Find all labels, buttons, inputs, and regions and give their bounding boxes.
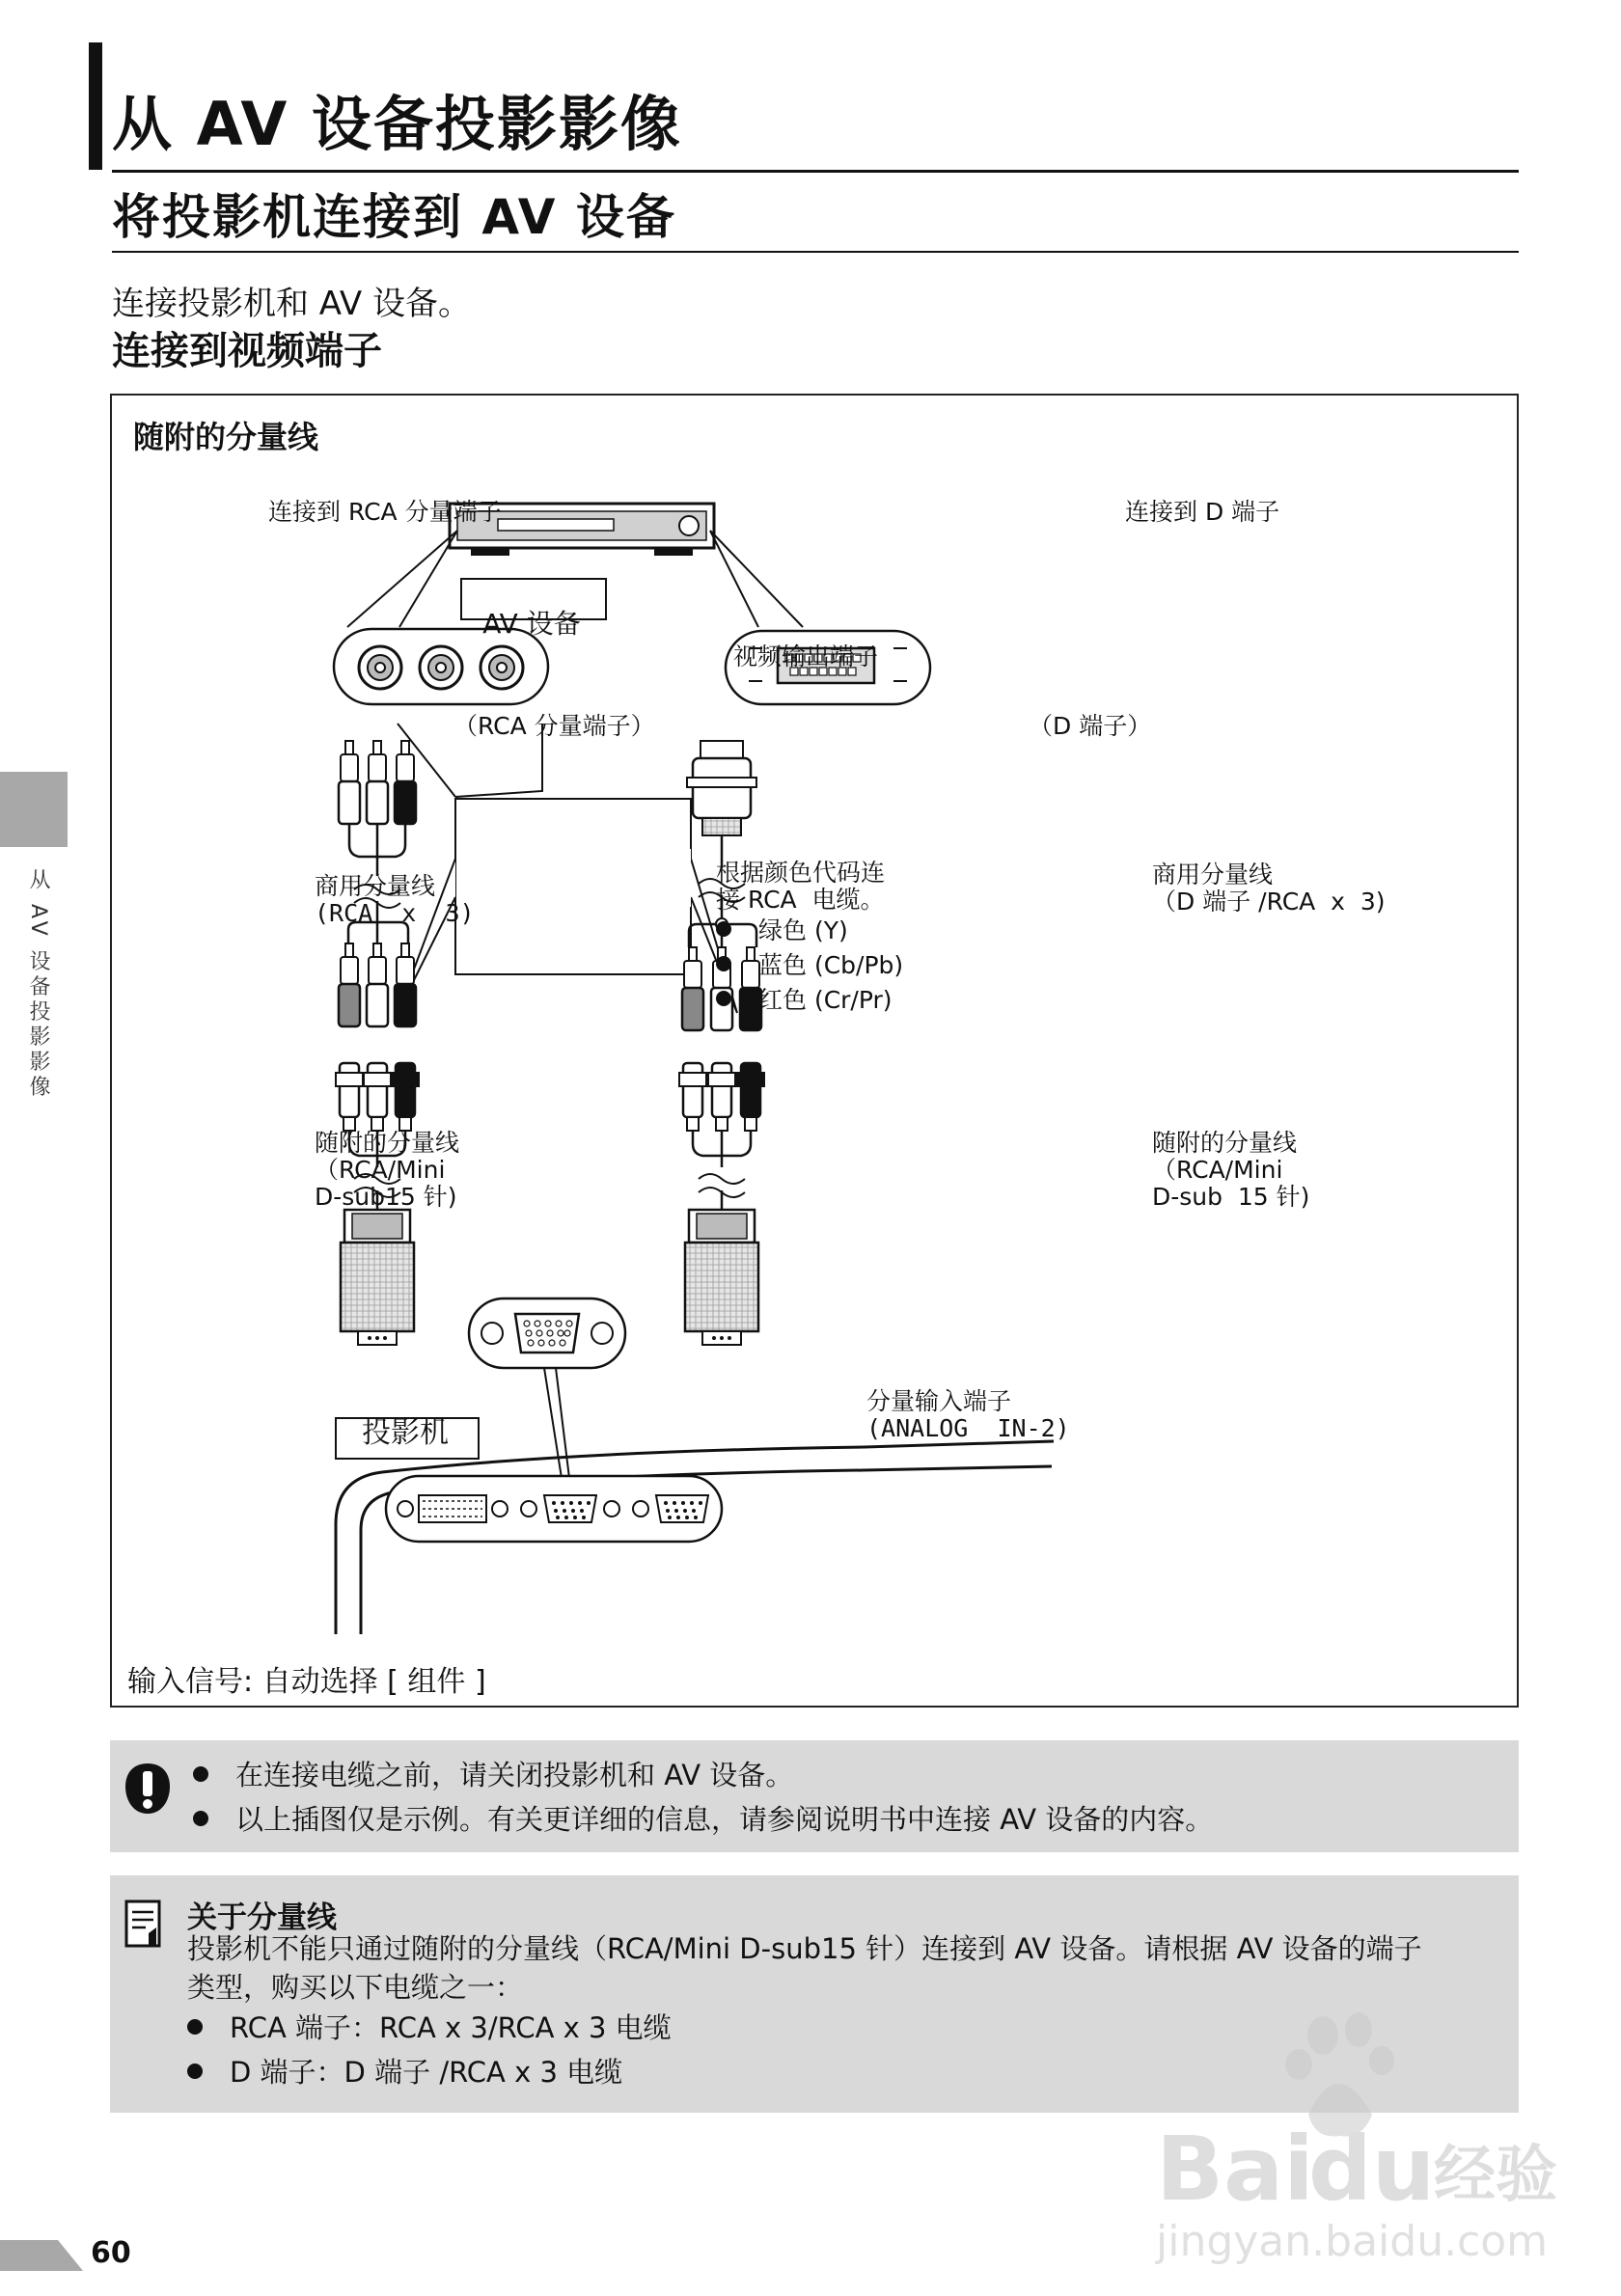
right-commercial-cable-spec: （D 端子 /RCA x 3) [1152, 888, 1386, 916]
color-note-item-red: 红色 (Cr/Pr) [716, 986, 893, 1015]
note-item: RCA 端子：RCA x 3/RCA x 3 电缆 [187, 2014, 672, 2042]
side-tab-marker [0, 772, 68, 847]
watermark-suffix: 经验 [1434, 2140, 1557, 2211]
left-supplied-cable-spec1: （RCA/Mini [315, 1156, 446, 1184]
connect-rca-label: 连接到 RCA 分量端子 [268, 498, 502, 526]
d-terminal-label: （D 端子） [1029, 712, 1152, 740]
rca-terminal-icon [334, 629, 548, 704]
analog-input-port-callout [469, 1298, 625, 1478]
watermark-brand: Bai [1156, 2118, 1314, 2221]
projector-label: 投影机 [362, 1416, 449, 1450]
input-port-label: 分量输入端子 [866, 1387, 1012, 1415]
side-tab-label: 从 AV 设备投影影像 [26, 868, 50, 1101]
note-heading: 关于分量线 [187, 1900, 337, 1935]
page-number-tab [0, 2236, 87, 2271]
color-note-line1: 根据颜色代码连 [716, 859, 886, 887]
right-supplied-cable-label: 随附的分量线 [1152, 1129, 1298, 1157]
input-port-spec: (ANALOG IN-2) [866, 1414, 1070, 1442]
rca-terminal-label: （RCA 分量端子） [453, 712, 655, 740]
note-line: 类型，购买以下电缆之一： [187, 1971, 524, 2004]
video-out-label: 视频输出端子 [733, 642, 879, 670]
left-supplied-cable-label: 随附的分量线 [315, 1129, 460, 1157]
caution-item: 以上插图仅是示例。有关更详细的信息，请参阅说明书中连接 AV 设备的内容。 [193, 1806, 1213, 1834]
av-device-label: AV 设备 [482, 608, 581, 640]
projector-rear-panel [336, 1441, 1054, 1634]
color-note-item-green: 绿色 (Y) [716, 916, 848, 945]
connect-d-label: 连接到 D 端子 [1125, 498, 1280, 526]
left-commercial-cable-label: 商用分量线 [315, 872, 436, 900]
page-number: 60 [91, 2236, 131, 2270]
right-commercial-cable-label: 商用分量线 [1152, 861, 1274, 888]
color-note-item-blue: 蓝色 (Cb/Pb) [716, 951, 903, 980]
intro-text: 连接投影机和 AV 设备。 [112, 285, 471, 323]
note-line: 投影机不能只通过随附的分量线（RCA/Mini D-sub15 针）连接到 AV 设备。请根据 AV 设备的端子 [187, 1932, 1422, 1965]
section-title: 将投影机连接到 AV 设备 [112, 189, 676, 245]
page-title: 从 AV 设备投影影像 [112, 89, 682, 159]
connection-diagram [110, 394, 1519, 1708]
color-note-line2: 接 RCA 电缆。 [716, 886, 885, 914]
left-commercial-cable-spec: (RCA x 3) [315, 899, 475, 927]
diagram-heading: 随附的分量线 [133, 419, 319, 455]
section-rule [112, 251, 1519, 253]
right-supplied-cable [679, 1063, 764, 1345]
memo-icon [124, 1899, 162, 1953]
right-supplied-cable-spec1: （RCA/Mini [1152, 1156, 1283, 1184]
title-accent-bar [89, 42, 102, 170]
note-item: D 端子：D 端子 /RCA x 3 电缆 [187, 2059, 622, 2087]
caution-item: 在连接电缆之前，请关闭投影机和 AV 设备。 [193, 1762, 793, 1790]
right-supplied-cable-spec2: D-sub 15 针) [1152, 1183, 1310, 1211]
subsection-heading: 连接到视频端子 [112, 329, 382, 373]
caution-icon [124, 1762, 172, 1816]
watermark-url: jingyan.baidu.com [1156, 2217, 1549, 2266]
watermark-brand-du: du [1308, 2118, 1436, 2221]
title-rule [112, 170, 1519, 173]
baidu-watermark [1154, 2007, 1559, 2267]
connection-illustration [112, 396, 1521, 1709]
input-signal-text: 输入信号: 自动选择 [ 组件 ] [127, 1665, 486, 1699]
left-supplied-cable-spec2: D-sub15 针) [315, 1183, 457, 1211]
